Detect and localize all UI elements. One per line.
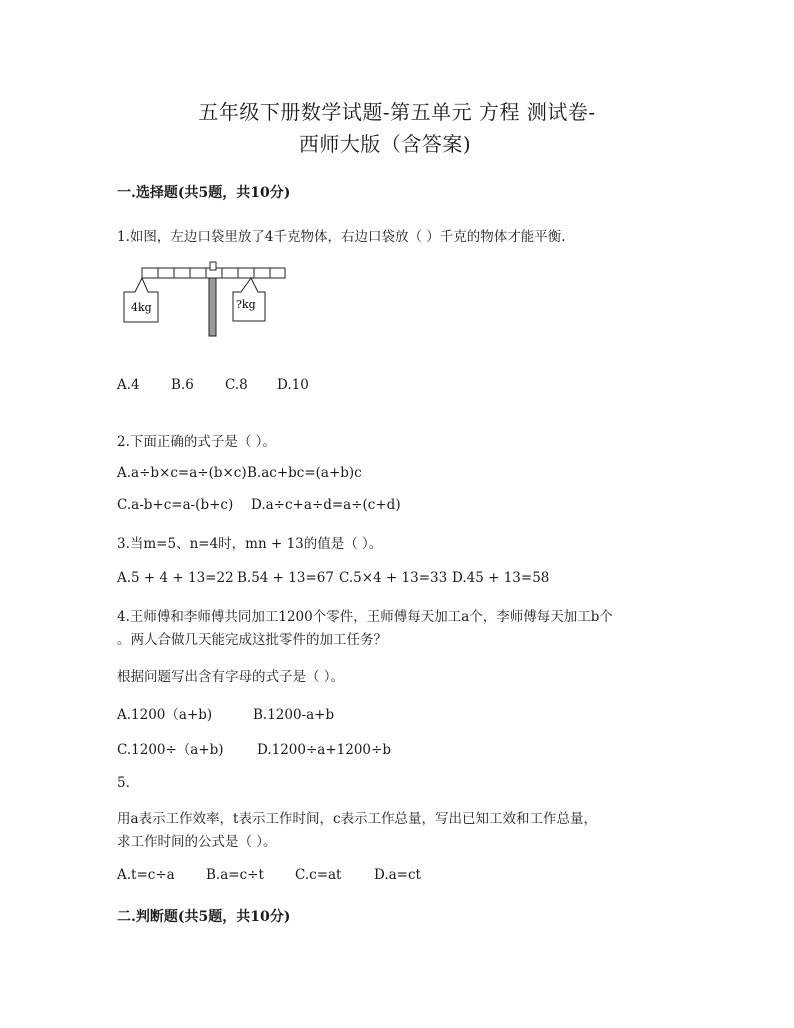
option-a: A.4 — [117, 377, 140, 393]
option-b: B.ac+bc=(a+b)c — [247, 465, 362, 481]
left-bag — [124, 278, 158, 322]
balance-pointer — [210, 262, 216, 270]
option-b: B.6 — [171, 377, 194, 393]
question-5-options — [117, 867, 421, 883]
option-d: D.45 + 13=58 — [452, 570, 550, 586]
option-b: B.1200-a+b — [253, 707, 335, 723]
option-c: C.a-b+c=a-(b+c) — [117, 497, 234, 513]
section-heading-choice: 一.选择题(共5题，共10分) — [117, 185, 291, 201]
question-4-text-line2: 。两人合做几天能完成这批零件的加工任务？ — [117, 632, 387, 648]
question-4-options-row2 — [117, 738, 391, 758]
question-4-prompt: 根据问题写出含有字母的式子是（ ）。 — [117, 669, 345, 685]
question-5-text-line2: 求工作时间的公式是（ ）。 — [117, 834, 277, 850]
left-bag-label: 4kg — [131, 301, 152, 314]
option-a: A.t=c÷a — [117, 867, 175, 883]
option-a: A.5 + 4 + 13=22 — [117, 570, 234, 586]
option-b: B.54 + 13=67 — [237, 570, 334, 586]
question-1-options — [117, 377, 309, 393]
right-bag-label: ?kg — [236, 298, 256, 311]
section-heading-true-false: 二.判断题(共5题，共10分) — [117, 909, 291, 925]
option-d: D.10 — [277, 377, 309, 393]
option-c: C.1200÷（a+b) — [117, 742, 224, 758]
option-d: D.a÷c+a÷d=a÷(c+d) — [251, 497, 401, 513]
option-c: C.8 — [225, 377, 248, 393]
balance-stand — [209, 278, 216, 336]
balance-figure — [118, 258, 298, 348]
option-a: A.a÷b×c=a÷(b×c) — [117, 465, 247, 481]
question-2-options-row2 — [117, 497, 401, 513]
option-d: D.a=ct — [374, 867, 421, 883]
document-title-line1: 五年级下册数学试题-第五单元 方程 测试卷- — [198, 100, 596, 124]
question-2-text: 2.下面正确的式子是（ ）。 — [117, 434, 276, 450]
question-5-number: 5. — [117, 775, 130, 791]
question-3-text: 3.当m=5、n=4时，mn + 13的值是（ ）。 — [117, 536, 383, 552]
question-5-text-line1: 用a表示工作效率，t表示工作时间，c表示工作总量，写出已知工效和工作总量， — [117, 811, 598, 827]
document-title-line2: 西师大版（含答案) — [298, 132, 472, 156]
option-b: B.a=c÷t — [206, 867, 264, 883]
question-4-text-line1: 4.王师傅和李师傅共同加工1200个零件，王师傅每天加工a个，李师傅每天加工b个 — [117, 609, 613, 625]
question-4-options-row1 — [117, 703, 334, 723]
question-1-text: 1.如图，左边口袋里放了4千克物体，右边口袋放（ ）千克的物体才能平衡. — [117, 229, 566, 245]
option-d: D.1200÷a+1200÷b — [257, 742, 391, 758]
option-c: C.c=at — [295, 867, 342, 883]
question-3-options — [117, 570, 549, 586]
option-c: C.5×4 + 13=33 — [339, 570, 448, 586]
option-a: A.1200（a+b) — [117, 707, 213, 723]
question-2-options-row1 — [117, 465, 362, 481]
